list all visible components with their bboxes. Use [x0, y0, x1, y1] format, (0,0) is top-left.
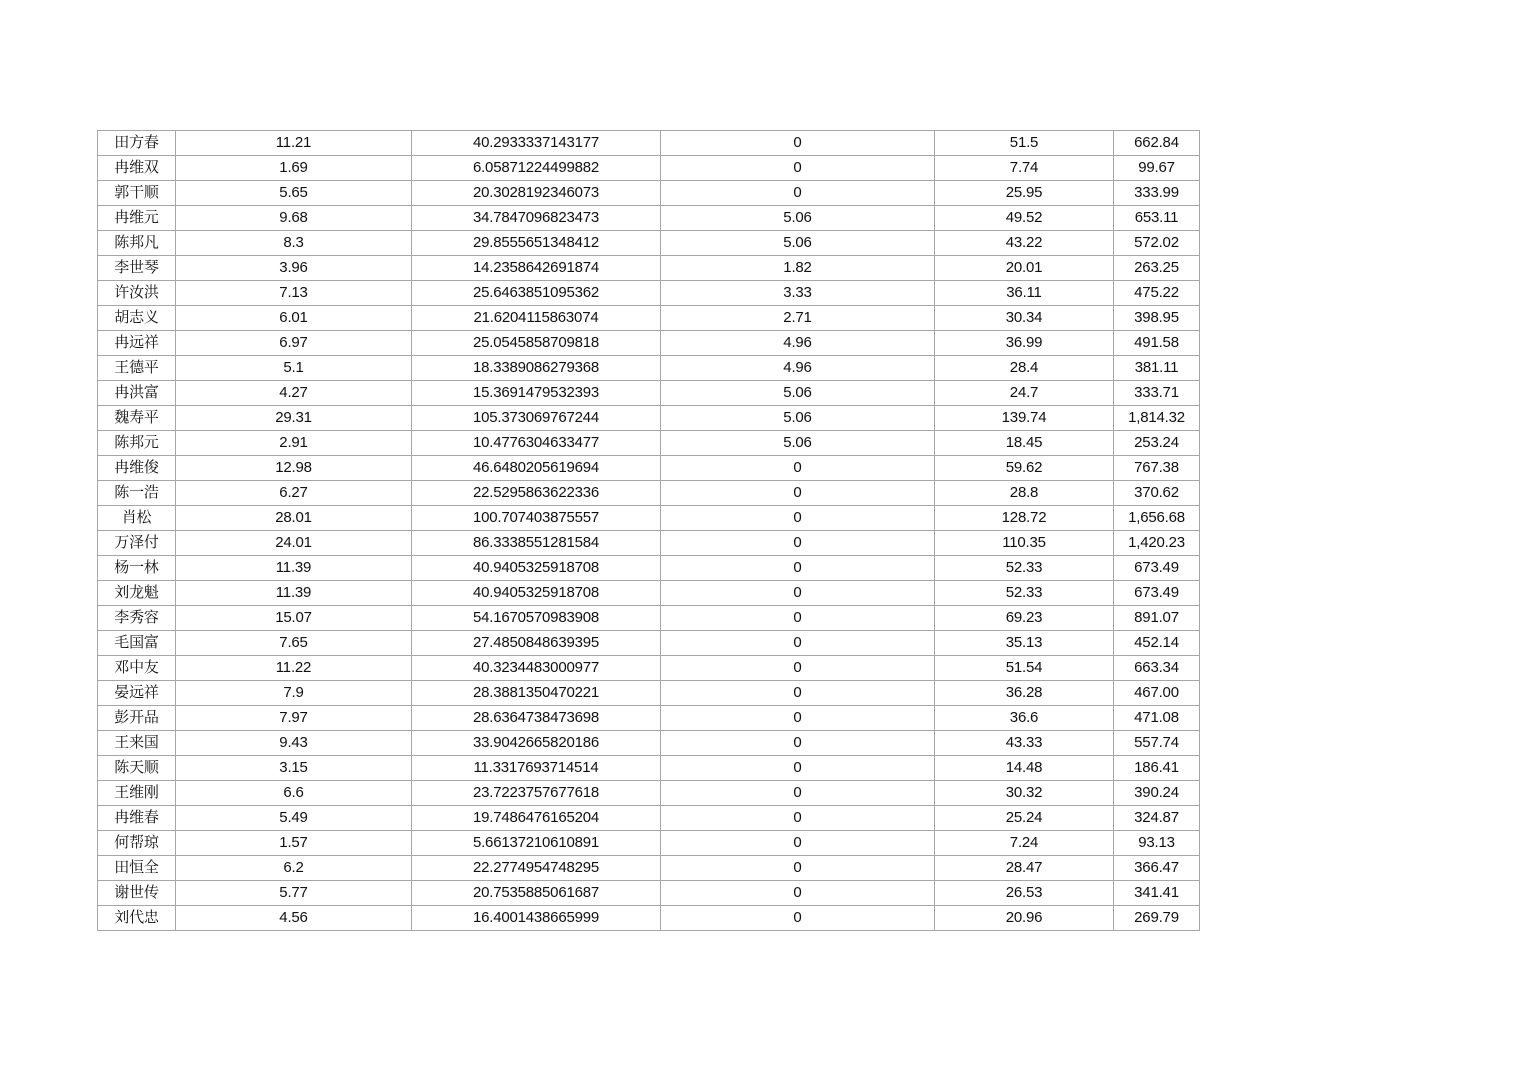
value-cell-2: 18.3389086279368: [412, 356, 661, 381]
value-cell-2: 40.2933337143177: [412, 131, 661, 156]
value-cell-1: 28.01: [176, 506, 412, 531]
name-cell: 陈天顺: [98, 756, 176, 781]
value-cell-3: 5.06: [661, 206, 935, 231]
value-cell-2: 10.4776304633477: [412, 431, 661, 456]
value-cell-2: 20.7535885061687: [412, 881, 661, 906]
value-cell-1: 5.77: [176, 881, 412, 906]
amount-cell: 324.87: [1114, 806, 1200, 831]
value-cell-2: 40.3234483000977: [412, 656, 661, 681]
value-cell-4: 26.53: [935, 881, 1114, 906]
table-row: [98, 506, 1200, 531]
value-cell-3: 0: [661, 506, 935, 531]
value-cell-4: 25.24: [935, 806, 1114, 831]
table-row: [98, 256, 1200, 281]
name-cell: 陈邦元: [98, 431, 176, 456]
value-cell-3: 0: [661, 731, 935, 756]
table-row: [98, 631, 1200, 656]
amount-cell: 370.62: [1114, 481, 1200, 506]
amount-cell: 557.74: [1114, 731, 1200, 756]
value-cell-1: 24.01: [176, 531, 412, 556]
value-cell-4: 51.54: [935, 656, 1114, 681]
value-cell-3: 4.96: [661, 331, 935, 356]
value-cell-4: 52.33: [935, 556, 1114, 581]
table-row: [98, 381, 1200, 406]
amount-cell: 390.24: [1114, 781, 1200, 806]
value-cell-3: 0: [661, 656, 935, 681]
value-cell-4: 52.33: [935, 581, 1114, 606]
amount-cell: 93.13: [1114, 831, 1200, 856]
table-row: [98, 356, 1200, 381]
value-cell-4: 30.32: [935, 781, 1114, 806]
amount-cell: 99.67: [1114, 156, 1200, 181]
name-cell: 李秀容: [98, 606, 176, 631]
name-cell: 彭开品: [98, 706, 176, 731]
amount-cell: 767.38: [1114, 456, 1200, 481]
value-cell-1: 3.15: [176, 756, 412, 781]
value-cell-2: 34.7847096823473: [412, 206, 661, 231]
value-cell-4: 69.23: [935, 606, 1114, 631]
name-cell: 杨一林: [98, 556, 176, 581]
name-cell: 邓中友: [98, 656, 176, 681]
amount-cell: 475.22: [1114, 281, 1200, 306]
amount-cell: 381.11: [1114, 356, 1200, 381]
table-row: [98, 856, 1200, 881]
value-cell-3: 0: [661, 606, 935, 631]
name-cell: 何帮琼: [98, 831, 176, 856]
name-cell: 郭干顺: [98, 181, 176, 206]
name-cell: 冉维春: [98, 806, 176, 831]
table-row: [98, 281, 1200, 306]
amount-cell: 341.41: [1114, 881, 1200, 906]
value-cell-3: 2.71: [661, 306, 935, 331]
name-cell: 冉维俊: [98, 456, 176, 481]
table-row: [98, 706, 1200, 731]
value-cell-4: 43.33: [935, 731, 1114, 756]
name-cell: 冉洪富: [98, 381, 176, 406]
table-row: [98, 581, 1200, 606]
amount-cell: 891.07: [1114, 606, 1200, 631]
table-row: [98, 881, 1200, 906]
value-cell-2: 20.3028192346073: [412, 181, 661, 206]
name-cell: 晏远祥: [98, 681, 176, 706]
value-cell-1: 6.01: [176, 306, 412, 331]
value-cell-1: 11.39: [176, 556, 412, 581]
value-cell-4: 24.7: [935, 381, 1114, 406]
value-cell-3: 0: [661, 781, 935, 806]
table-row: [98, 331, 1200, 356]
table-row: [98, 831, 1200, 856]
value-cell-2: 25.0545858709818: [412, 331, 661, 356]
table-row: [98, 406, 1200, 431]
value-cell-2: 6.05871224499882: [412, 156, 661, 181]
value-cell-1: 29.31: [176, 406, 412, 431]
value-cell-4: 51.5: [935, 131, 1114, 156]
value-cell-1: 3.96: [176, 256, 412, 281]
value-cell-2: 5.66137210610891: [412, 831, 661, 856]
table-row: [98, 606, 1200, 631]
value-cell-3: 0: [661, 856, 935, 881]
value-cell-2: 46.6480205619694: [412, 456, 661, 481]
value-cell-1: 2.91: [176, 431, 412, 456]
value-cell-1: 9.43: [176, 731, 412, 756]
table-row: [98, 306, 1200, 331]
value-cell-4: 43.22: [935, 231, 1114, 256]
amount-cell: 333.99: [1114, 181, 1200, 206]
name-cell: 万泽付: [98, 531, 176, 556]
value-cell-4: 28.47: [935, 856, 1114, 881]
amount-cell: 333.71: [1114, 381, 1200, 406]
amount-cell: 1,814.32: [1114, 406, 1200, 431]
amount-cell: 253.24: [1114, 431, 1200, 456]
amount-cell: 452.14: [1114, 631, 1200, 656]
value-cell-2: 28.6364738473698: [412, 706, 661, 731]
value-cell-2: 25.6463851095362: [412, 281, 661, 306]
table-row: [98, 781, 1200, 806]
value-cell-2: 54.1670570983908: [412, 606, 661, 631]
value-cell-3: 0: [661, 631, 935, 656]
value-cell-2: 105.373069767244: [412, 406, 661, 431]
value-cell-1: 11.21: [176, 131, 412, 156]
value-cell-4: 30.34: [935, 306, 1114, 331]
value-cell-1: 9.68: [176, 206, 412, 231]
value-cell-3: 0: [661, 881, 935, 906]
value-cell-4: 49.52: [935, 206, 1114, 231]
name-cell: 许汝洪: [98, 281, 176, 306]
table-row: [98, 806, 1200, 831]
value-cell-1: 7.13: [176, 281, 412, 306]
value-cell-1: 6.27: [176, 481, 412, 506]
table-body: [98, 131, 1200, 931]
table-row: [98, 431, 1200, 456]
amount-cell: 491.58: [1114, 331, 1200, 356]
value-cell-4: 7.24: [935, 831, 1114, 856]
table-row: [98, 456, 1200, 481]
value-cell-4: 36.11: [935, 281, 1114, 306]
amount-cell: 398.95: [1114, 306, 1200, 331]
value-cell-1: 5.1: [176, 356, 412, 381]
value-cell-2: 86.3338551281584: [412, 531, 661, 556]
value-cell-3: 0: [661, 831, 935, 856]
value-cell-1: 7.97: [176, 706, 412, 731]
amount-cell: 467.00: [1114, 681, 1200, 706]
value-cell-3: 5.06: [661, 406, 935, 431]
data-table: [97, 130, 1200, 931]
value-cell-2: 22.5295863622336: [412, 481, 661, 506]
value-cell-1: 5.65: [176, 181, 412, 206]
amount-cell: 673.49: [1114, 556, 1200, 581]
value-cell-3: 0: [661, 756, 935, 781]
value-cell-4: 139.74: [935, 406, 1114, 431]
value-cell-3: 0: [661, 181, 935, 206]
value-cell-1: 1.57: [176, 831, 412, 856]
value-cell-2: 11.3317693714514: [412, 756, 661, 781]
amount-cell: 186.41: [1114, 756, 1200, 781]
name-cell: 田恒全: [98, 856, 176, 881]
value-cell-1: 4.27: [176, 381, 412, 406]
value-cell-4: 7.74: [935, 156, 1114, 181]
value-cell-3: 5.06: [661, 381, 935, 406]
table-row: [98, 231, 1200, 256]
value-cell-1: 11.22: [176, 656, 412, 681]
name-cell: 冉远祥: [98, 331, 176, 356]
table-row: [98, 756, 1200, 781]
value-cell-2: 22.2774954748295: [412, 856, 661, 881]
value-cell-2: 40.9405325918708: [412, 581, 661, 606]
value-cell-2: 15.3691479532393: [412, 381, 661, 406]
value-cell-1: 8.3: [176, 231, 412, 256]
value-cell-1: 5.49: [176, 806, 412, 831]
name-cell: 陈邦凡: [98, 231, 176, 256]
amount-cell: 471.08: [1114, 706, 1200, 731]
value-cell-1: 7.65: [176, 631, 412, 656]
name-cell: 毛国富: [98, 631, 176, 656]
value-cell-3: 0: [661, 806, 935, 831]
table-row: [98, 656, 1200, 681]
name-cell: 王维刚: [98, 781, 176, 806]
value-cell-4: 25.95: [935, 181, 1114, 206]
value-cell-3: 0: [661, 681, 935, 706]
value-cell-1: 4.56: [176, 906, 412, 931]
amount-cell: 269.79: [1114, 906, 1200, 931]
value-cell-3: 0: [661, 156, 935, 181]
value-cell-2: 40.9405325918708: [412, 556, 661, 581]
value-cell-2: 100.707403875557: [412, 506, 661, 531]
name-cell: 王来国: [98, 731, 176, 756]
value-cell-4: 35.13: [935, 631, 1114, 656]
value-cell-2: 29.8555651348412: [412, 231, 661, 256]
value-cell-3: 3.33: [661, 281, 935, 306]
value-cell-3: 0: [661, 481, 935, 506]
value-cell-3: 0: [661, 131, 935, 156]
value-cell-3: 0: [661, 906, 935, 931]
name-cell: 李世琴: [98, 256, 176, 281]
value-cell-1: 12.98: [176, 456, 412, 481]
value-cell-2: 23.7223757677618: [412, 781, 661, 806]
value-cell-1: 6.97: [176, 331, 412, 356]
value-cell-3: 0: [661, 556, 935, 581]
value-cell-3: 0: [661, 581, 935, 606]
value-cell-4: 36.6: [935, 706, 1114, 731]
value-cell-2: 28.3881350470221: [412, 681, 661, 706]
name-cell: 刘代忠: [98, 906, 176, 931]
amount-cell: 572.02: [1114, 231, 1200, 256]
name-cell: 谢世传: [98, 881, 176, 906]
amount-cell: 1,420.23: [1114, 531, 1200, 556]
table-row: [98, 156, 1200, 181]
value-cell-1: 15.07: [176, 606, 412, 631]
amount-cell: 1,656.68: [1114, 506, 1200, 531]
name-cell: 肖松: [98, 506, 176, 531]
value-cell-3: 0: [661, 531, 935, 556]
value-cell-3: 0: [661, 706, 935, 731]
amount-cell: 663.34: [1114, 656, 1200, 681]
value-cell-3: 5.06: [661, 231, 935, 256]
value-cell-4: 59.62: [935, 456, 1114, 481]
value-cell-2: 19.7486476165204: [412, 806, 661, 831]
table-row: [98, 906, 1200, 931]
value-cell-3: 4.96: [661, 356, 935, 381]
value-cell-4: 18.45: [935, 431, 1114, 456]
amount-cell: 366.47: [1114, 856, 1200, 881]
amount-cell: 662.84: [1114, 131, 1200, 156]
value-cell-4: 28.8: [935, 481, 1114, 506]
name-cell: 冉维双: [98, 156, 176, 181]
value-cell-4: 36.99: [935, 331, 1114, 356]
name-cell: 胡志义: [98, 306, 176, 331]
name-cell: 魏寿平: [98, 406, 176, 431]
value-cell-3: 5.06: [661, 431, 935, 456]
value-cell-3: 0: [661, 456, 935, 481]
table-row: [98, 556, 1200, 581]
table-row: [98, 681, 1200, 706]
value-cell-1: 11.39: [176, 581, 412, 606]
name-cell: 王德平: [98, 356, 176, 381]
value-cell-4: 20.01: [935, 256, 1114, 281]
amount-cell: 653.11: [1114, 206, 1200, 231]
table-row: [98, 131, 1200, 156]
amount-cell: 263.25: [1114, 256, 1200, 281]
name-cell: 陈一浩: [98, 481, 176, 506]
name-cell: 冉维元: [98, 206, 176, 231]
value-cell-3: 1.82: [661, 256, 935, 281]
value-cell-4: 28.4: [935, 356, 1114, 381]
table-row: [98, 731, 1200, 756]
name-cell: 田方春: [98, 131, 176, 156]
value-cell-4: 20.96: [935, 906, 1114, 931]
value-cell-4: 36.28: [935, 681, 1114, 706]
table-row: [98, 481, 1200, 506]
value-cell-1: 7.9: [176, 681, 412, 706]
table-row: [98, 531, 1200, 556]
value-cell-2: 27.4850848639395: [412, 631, 661, 656]
table-row: [98, 181, 1200, 206]
value-cell-4: 110.35: [935, 531, 1114, 556]
value-cell-1: 6.2: [176, 856, 412, 881]
table-row: [98, 206, 1200, 231]
value-cell-2: 21.6204115863074: [412, 306, 661, 331]
value-cell-4: 14.48: [935, 756, 1114, 781]
value-cell-4: 128.72: [935, 506, 1114, 531]
name-cell: 刘龙魁: [98, 581, 176, 606]
value-cell-1: 1.69: [176, 156, 412, 181]
value-cell-1: 6.6: [176, 781, 412, 806]
value-cell-2: 14.2358642691874: [412, 256, 661, 281]
amount-cell: 673.49: [1114, 581, 1200, 606]
value-cell-2: 16.4001438665999: [412, 906, 661, 931]
value-cell-2: 33.9042665820186: [412, 731, 661, 756]
